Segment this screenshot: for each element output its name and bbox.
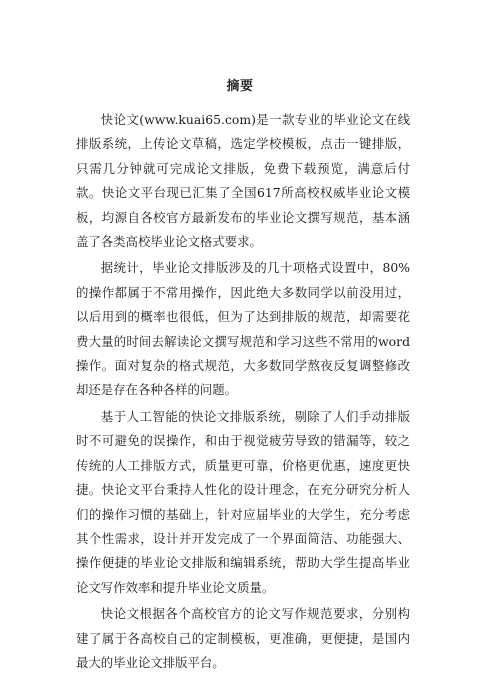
page-title: 摘要 bbox=[226, 79, 254, 94]
paragraph-2: 据统计，毕业论文排版涉及的几十项格式设置中，80%的操作都属于不常用操作，因此绝大多数同学以前没用过，以后用到的概率也很低，但为了达到排版的规范，却需要花费大量的时间去解读论文撰写规范和学习这些不常用的word操作。面对复杂的格式规范，大多数同学熬夜反复调整修改却还是存在各种各样的问题。 bbox=[76, 260, 410, 398]
paragraph-3: 基于人工智能的快论文排版系统，剔除了人们手动排版时不可避免的误操作，和由于视觉疲劳导致的错漏等，较之传统的人工排版方式，质量更可靠，价格更优惠，速度更快捷。快论文平台秉持人性化的设计理念，在充分研究分析人们的操作习惯的基础上，针对应届毕业的大学生，充分考虑其个性需求，设计并开发完成了一个界面简洁、功能强大、操作便捷的毕业论文排版和编辑系统，帮助大学生提高毕业论文写作效率和提升毕业论文质量。 bbox=[76, 408, 410, 595]
paragraph-4: 快论文根据各个高校官方的论文写作规范要求，分别构建了属于各高校自己的定制模板，更准确，更便捷，是国内最大的毕业论文排版平台。 bbox=[76, 606, 410, 670]
abstract-body bbox=[76, 108, 410, 675]
paragraph-1: 快论文(www.kuai65.com)是一款专业的毕业论文在线排版系统，上传论文草稿，选定学校模板，点击一键排版，只需几分钟就可完成论文排版，免费下载预览，满意后付款。快论文平台现已汇集了全国617所高校权威毕业论文模板，均源自各校官方最新发布的毕业论文撰写规范，基本涵盖了各类高校毕业论文格式要求。 bbox=[76, 112, 410, 250]
